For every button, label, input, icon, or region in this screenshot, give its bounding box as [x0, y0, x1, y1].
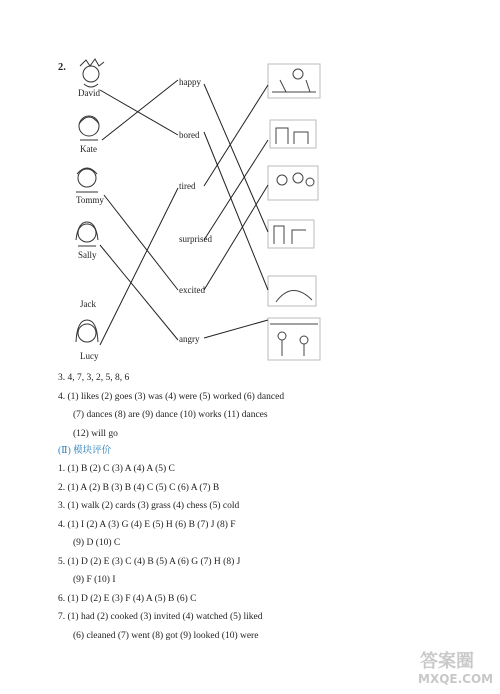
picture-4	[268, 220, 314, 248]
question-number: 2.	[58, 62, 66, 73]
adjective-label: excited	[179, 285, 205, 295]
name-label: Lucy	[80, 351, 99, 361]
answer-line-s7-cont: (6) cleaned (7) went (8) got (9) looked (10) were	[73, 631, 259, 641]
adjective-label: bored	[179, 130, 200, 140]
lucy-portrait	[76, 320, 98, 342]
watermark-logo: 答案圈	[420, 651, 474, 672]
adjective-label: tired	[179, 181, 196, 191]
picture-1	[268, 64, 320, 98]
picture-6	[268, 318, 320, 360]
answer-line-q4: 4. (1) likes (2) goes (3) was (4) were (5) worked (6) danced	[58, 392, 285, 402]
picture-3	[268, 166, 318, 200]
answer-line-q4-cont: (12) will go	[73, 429, 118, 439]
name-label: Jack	[80, 299, 96, 309]
picture-5	[268, 276, 316, 306]
answer-line-s5: 5. (1) D (2) E (3) C (4) B (5) A (6) G (7) H (8) J	[58, 557, 241, 567]
answer-line-s1: 1. (1) B (2) C (3) A (4) A (5) C	[58, 464, 175, 474]
name-label: Sally	[78, 250, 97, 260]
section-heading: (Ⅱ) 模块评价	[58, 446, 112, 456]
adjective-label: happy	[179, 77, 201, 87]
tommy-portrait	[76, 168, 98, 192]
answer-line-s7: 7. (1) had (2) cooked (3) invited (4) watched (5) liked	[58, 612, 263, 622]
name-label: Tommy	[76, 195, 104, 205]
answer-line-s4-cont: (9) D (10) C	[73, 538, 121, 548]
kate-portrait	[79, 116, 99, 140]
name-label: David	[78, 88, 100, 98]
answer-line-s3: 3. (1) walk (2) cards (3) grass (4) chess (5) cold	[58, 501, 240, 511]
adjective-label: surprised	[179, 234, 212, 244]
matching-lines	[100, 77, 268, 345]
david-portrait	[80, 59, 104, 87]
answer-line-q3: 3. 4, 7, 3, 2, 5, 8, 6	[58, 373, 130, 383]
adjective-label: angry	[179, 334, 200, 344]
answer-line-s2: 2. (1) A (2) B (3) B (4) C (5) C (6) A (7) B	[58, 483, 220, 493]
picture-2	[270, 120, 316, 148]
answer-line-q4-cont: (7) dances (8) are (9) dance (10) works (11) dances	[73, 410, 268, 420]
answer-line-s4: 4. (1) I (2) A (3) G (4) E (5) H (6) B (7) J (8) F	[58, 520, 236, 530]
watermark-url: MXQE.COM	[418, 672, 494, 686]
answer-line-s5-cont: (9) F (10) I	[73, 575, 116, 585]
name-label: Kate	[80, 144, 97, 154]
sally-portrait	[76, 222, 98, 246]
answer-line-s6: 6. (1) D (2) E (3) F (4) A (5) B (6) C	[58, 594, 197, 604]
